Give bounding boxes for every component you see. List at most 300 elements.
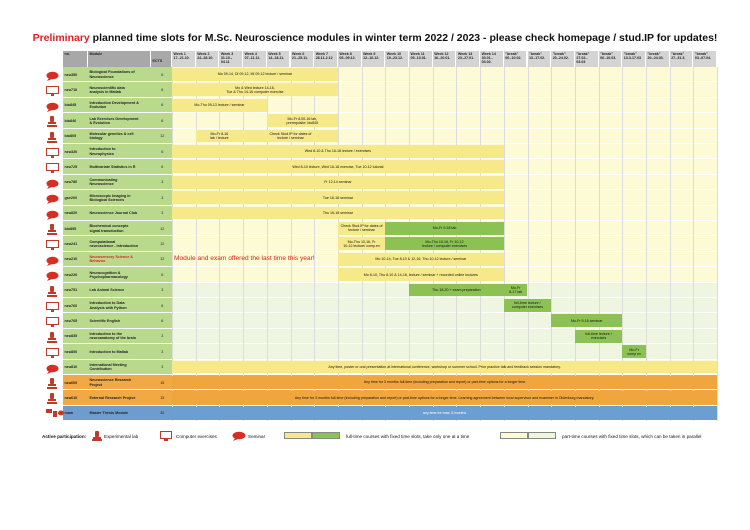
row-ects: 3 bbox=[151, 329, 172, 344]
text-line: "break" bbox=[694, 52, 708, 56]
text-line: Week 12 bbox=[434, 52, 449, 56]
text-line: Week 7 bbox=[315, 52, 329, 56]
header-week bbox=[314, 51, 338, 67]
text-line: Week 10 bbox=[386, 52, 402, 56]
module-name-text bbox=[90, 319, 121, 323]
module-name-text bbox=[90, 147, 116, 156]
row-ects: 30 bbox=[151, 406, 172, 421]
text-line: Tue 16-18 seminar bbox=[322, 195, 353, 200]
text-line: Week 5 bbox=[268, 52, 281, 56]
schedule-bar bbox=[338, 237, 385, 250]
row-module-name bbox=[88, 82, 151, 97]
bar-label bbox=[292, 165, 383, 169]
row-no: neu760 bbox=[63, 298, 88, 313]
row-module-name bbox=[88, 344, 151, 359]
text-line: Week 13 bbox=[457, 52, 473, 56]
text-line: 12.-16.12. bbox=[363, 56, 380, 61]
text-line: & Evolution bbox=[89, 120, 110, 125]
row-no: neu600 bbox=[63, 375, 88, 390]
text-line: Mo-Thu 10-16, Fr bbox=[347, 239, 376, 244]
text-line: Project bbox=[89, 382, 103, 387]
bar-label bbox=[226, 86, 283, 94]
row-ects: 12 bbox=[151, 252, 172, 267]
text-line: Mo & Wed lecture 14-16, bbox=[235, 85, 275, 90]
text-line: Neurophysics bbox=[89, 151, 114, 156]
header-week bbox=[622, 51, 646, 67]
bar-label bbox=[324, 180, 351, 184]
row-module-name bbox=[88, 221, 151, 236]
text-line: Lab Animal Science bbox=[89, 288, 125, 293]
schedule-bar bbox=[338, 253, 504, 266]
text-line: 14.-18.11. bbox=[268, 56, 285, 61]
page-title bbox=[0, 32, 750, 44]
text-line: lecture / computer exercises bbox=[422, 243, 468, 248]
all-formats-icon bbox=[46, 408, 64, 426]
legend-parttime-green-swatch bbox=[528, 432, 556, 439]
row-no: neu241 bbox=[63, 236, 88, 251]
row-no: bio846 bbox=[63, 113, 88, 128]
text-line: Any time for 3 months full-time (including preparation and report) or part-time options for a longer time bbox=[363, 380, 526, 385]
legend-fulltime-label: full-time courses with fixed time slots, take only one at a time bbox=[346, 434, 470, 439]
text-line: Fr 12-14 seminar bbox=[324, 180, 352, 185]
text-line: Computational bbox=[89, 239, 116, 244]
module-name-text bbox=[90, 240, 139, 249]
bar-label bbox=[627, 348, 641, 356]
week-gridline bbox=[717, 67, 718, 421]
text-line: Introduction Development & bbox=[89, 101, 139, 106]
module-name-text bbox=[90, 178, 118, 187]
row-module-name bbox=[88, 313, 151, 328]
module-name-text bbox=[90, 363, 127, 372]
text-line: Introduction to Matlab bbox=[89, 349, 129, 354]
text-line: Mo-Fr 8-16 bbox=[210, 131, 229, 136]
text-line: Week 14 bbox=[481, 52, 496, 56]
text-line: any time for max. 6 months bbox=[422, 411, 467, 416]
module-name-text bbox=[90, 255, 133, 264]
row-ects: 6 bbox=[151, 82, 172, 97]
header-week bbox=[196, 51, 220, 67]
schedule-bar bbox=[196, 130, 243, 143]
text-line: Neuroscience Journal Club bbox=[89, 211, 138, 216]
module-name-text bbox=[90, 378, 132, 387]
text-line: Analysis with Python bbox=[89, 305, 127, 310]
module-name-text bbox=[90, 301, 127, 310]
text-line: Molecular genetics & cell bbox=[89, 132, 134, 137]
legend-parttime-label: part-time courses with fixed time slots, which can be taken in parallel bbox=[562, 434, 702, 439]
text-line: Neurocognition & bbox=[89, 270, 121, 275]
module-name-text bbox=[90, 211, 138, 215]
module-name-text bbox=[90, 396, 136, 400]
row-module-name bbox=[88, 159, 151, 174]
text-line: "break" bbox=[623, 52, 637, 56]
legend-fulltime-yellow-swatch bbox=[284, 432, 312, 439]
row-ects: 3 bbox=[151, 175, 172, 190]
row-no: neu320 bbox=[63, 144, 88, 159]
text-line: Mo 10-14, Tue 8-10 & 12-16, Thu 10-12 lecture / seminar bbox=[375, 257, 467, 262]
text-line: Tue & Thu 14-16 computer exercise bbox=[226, 89, 284, 94]
header-week bbox=[646, 51, 670, 67]
module-name-text bbox=[90, 194, 131, 203]
bar-label bbox=[218, 72, 292, 76]
schedule-bar bbox=[172, 83, 338, 96]
row-no: neu710 bbox=[63, 82, 88, 97]
text-line: lecture / seminar bbox=[348, 228, 375, 233]
text-line: Mo-Thu 10-16, Fr 10-12 bbox=[425, 239, 464, 244]
bar-label bbox=[423, 411, 466, 415]
text-line: Evolution bbox=[89, 105, 107, 110]
header-week bbox=[362, 51, 386, 67]
module-name-text bbox=[90, 411, 129, 415]
schedule-bar bbox=[172, 99, 267, 112]
text-line: Thu 16-18 seminar bbox=[322, 210, 353, 215]
header-ects: ECTS bbox=[151, 51, 172, 67]
text-line: Scientific English bbox=[89, 318, 121, 323]
text-line: Week 9 bbox=[363, 52, 376, 56]
text-line: 05.-09.12. bbox=[339, 56, 356, 61]
bar-label bbox=[375, 257, 466, 261]
schedule-bar bbox=[172, 376, 717, 389]
text-line: 09.-13.01. bbox=[410, 56, 427, 61]
module-name-text bbox=[90, 288, 125, 292]
lab-icon bbox=[92, 431, 102, 442]
text-line: Introduction to bbox=[89, 147, 116, 152]
schedule-bar bbox=[172, 391, 717, 404]
bar-label bbox=[571, 319, 603, 323]
schedule-bar bbox=[172, 176, 504, 189]
schedule-bar bbox=[172, 68, 338, 81]
header-week bbox=[693, 51, 717, 67]
text-line: Thu 18-20 + exam preparation bbox=[432, 287, 481, 292]
row-no: neu810 bbox=[63, 360, 88, 375]
legend bbox=[42, 430, 732, 444]
text-line: 13.-17.02. bbox=[529, 56, 546, 61]
text-line: 06.-10.02. bbox=[505, 56, 522, 61]
text-line: Any time, poster or oral presentation at international conference, workshop or summer school. Prior practice talk and feedback session mandatory. bbox=[328, 364, 561, 369]
header-week bbox=[291, 51, 315, 67]
bar-label bbox=[323, 211, 353, 215]
text-line: computer exercises bbox=[511, 305, 544, 310]
text-line: Mo-Fr 9-18 lab bbox=[432, 226, 457, 231]
text-line: Neuroscientific data bbox=[89, 85, 125, 90]
row-no: neu210 bbox=[63, 252, 88, 267]
text-line: Psychopharmacology bbox=[89, 274, 128, 279]
header-week bbox=[670, 51, 694, 67]
text-line: Mo-Fr 9-16 seminar bbox=[570, 318, 603, 323]
text-line: 03.03 bbox=[576, 60, 586, 65]
text-line: Mo-Thu 09-13 lecture / seminar bbox=[194, 103, 245, 108]
text-line: neuroscience - Introduction bbox=[89, 244, 139, 249]
row-module-name bbox=[88, 144, 151, 159]
schedule-bar bbox=[243, 130, 338, 143]
row-ects: 6 bbox=[151, 67, 172, 82]
row-ects: 6 bbox=[151, 113, 172, 128]
row-no: bio805 bbox=[63, 129, 88, 144]
row-module-name bbox=[88, 98, 151, 113]
text-line: Master Thesis Module bbox=[89, 411, 129, 416]
row-module-name bbox=[88, 190, 151, 205]
row-no: neu220 bbox=[63, 267, 88, 282]
row-ects: 6 bbox=[151, 267, 172, 282]
schedule-bar bbox=[575, 330, 622, 343]
row-ects: 6 bbox=[151, 144, 172, 159]
computer-icon bbox=[160, 431, 172, 442]
row-ects: 15 bbox=[151, 390, 172, 405]
text-line: Neuroscience bbox=[89, 182, 114, 187]
row-module-name bbox=[88, 113, 151, 128]
bar-label bbox=[305, 149, 371, 153]
header-week bbox=[172, 51, 196, 67]
text-line: "break" bbox=[529, 52, 542, 56]
row-separator bbox=[63, 420, 717, 421]
text-line: analysis in Matlab bbox=[89, 90, 122, 95]
header-week bbox=[575, 51, 599, 67]
schedule-bar bbox=[172, 160, 504, 173]
module-name-text bbox=[90, 224, 129, 233]
text-line: 07.-11.11. bbox=[244, 56, 261, 61]
row-ects: 6 bbox=[151, 298, 172, 313]
row-ects: 6 bbox=[151, 98, 172, 113]
text-line: 8-17 lab bbox=[509, 290, 523, 295]
header-week bbox=[338, 51, 362, 67]
row-ects: 3 bbox=[151, 190, 172, 205]
text-line: 19.-23.12. bbox=[386, 56, 403, 61]
row-module-name bbox=[88, 67, 151, 82]
schedule-bar bbox=[172, 145, 504, 158]
text-line: External Research Project bbox=[89, 395, 136, 400]
row-no: neu765 bbox=[63, 313, 88, 328]
text-line: signal transduction bbox=[89, 228, 124, 233]
schedule-bar bbox=[338, 222, 385, 235]
text-line: 28.11-2.12 bbox=[315, 56, 333, 61]
legend-fulltime-green-swatch bbox=[312, 432, 340, 439]
text-line: 20.-24.03. bbox=[647, 56, 664, 61]
bar-label bbox=[512, 301, 543, 309]
row-ects: 15 bbox=[151, 375, 172, 390]
legend-seminar-label: Seminar bbox=[248, 434, 266, 439]
text-line: 13.3-17.03 bbox=[623, 56, 641, 61]
schedule-bar bbox=[338, 268, 504, 281]
header-week bbox=[504, 51, 528, 67]
schedule-bar bbox=[267, 114, 338, 127]
module-name-text bbox=[90, 332, 137, 341]
text-line: neuroanatomy of the brain bbox=[89, 336, 137, 341]
bar-label bbox=[422, 240, 467, 248]
text-line: 06.-10.03. bbox=[600, 56, 617, 61]
schedule-bar bbox=[504, 284, 528, 297]
text-line: biology bbox=[89, 136, 103, 141]
row-module-name bbox=[88, 267, 151, 282]
text-line: Behavior bbox=[89, 259, 106, 264]
row-no: neu610 bbox=[63, 390, 88, 405]
header-week bbox=[385, 51, 409, 67]
text-line: Week 2 bbox=[197, 52, 210, 56]
header-week bbox=[528, 51, 552, 67]
schedule-bar bbox=[172, 361, 717, 374]
module-name-text bbox=[90, 165, 136, 169]
text-line: 03.-07.04. bbox=[694, 56, 712, 61]
text-line: Mo 09-14, Di 09-12, Mi 09-12 lecture / seminar bbox=[217, 72, 293, 77]
row-ects: 3 bbox=[151, 344, 172, 359]
text-line: "break" bbox=[647, 52, 661, 56]
bar-label bbox=[364, 380, 526, 384]
bar-label bbox=[341, 224, 383, 232]
module-name-text bbox=[90, 101, 139, 110]
row-no: neu820 bbox=[63, 206, 88, 221]
row-module-name bbox=[88, 298, 151, 313]
row-no: bio845 bbox=[63, 98, 88, 113]
text-line: 23.-27.01. bbox=[457, 56, 475, 61]
schedule-bar bbox=[504, 299, 551, 312]
text-line: Biological Sciences bbox=[89, 197, 125, 202]
title-prefix: Preliminary bbox=[32, 32, 90, 44]
schedule-bar bbox=[409, 284, 504, 297]
text-line: Week 11 bbox=[410, 52, 425, 56]
row-ects: 3 bbox=[151, 283, 172, 298]
row-module-name bbox=[88, 390, 151, 405]
text-line: Wed 8-10 lecture, Wed 16-18 exercise, Tue 10-12 tutorial bbox=[292, 164, 384, 169]
text-line: 03.02. bbox=[481, 60, 492, 65]
text-line: International Meeting bbox=[89, 363, 127, 368]
text-line: Mo-Fr 8.00-16 lab, bbox=[287, 116, 318, 121]
text-line: 20.-24.02. bbox=[552, 56, 569, 61]
text-line: 21.-25.11. bbox=[292, 56, 308, 61]
schedule-bar bbox=[172, 191, 504, 204]
legend-lab-label: Experimental lab bbox=[104, 434, 139, 439]
row-ects: 3 bbox=[151, 206, 172, 221]
bar-label bbox=[210, 132, 229, 140]
bar-label bbox=[328, 365, 560, 369]
bar-label bbox=[364, 273, 478, 277]
text-line: 04.11 bbox=[220, 60, 230, 65]
text-line: "break" bbox=[600, 52, 614, 56]
module-name-text bbox=[90, 86, 125, 95]
text-line: Neuroscience Research bbox=[89, 378, 132, 383]
text-line: 16.-20.01. bbox=[434, 56, 451, 61]
bar-label bbox=[343, 240, 380, 248]
row-no: neu800 bbox=[63, 344, 88, 359]
bar-label bbox=[509, 286, 522, 294]
text-line: comp ex bbox=[627, 351, 641, 356]
header-week bbox=[599, 51, 623, 67]
schedule-bar bbox=[622, 345, 646, 358]
text-line: Wed 8-10 & Thu 16-18 lecture / exercises bbox=[304, 149, 371, 154]
row-no: neu780 bbox=[63, 175, 88, 190]
row-module-name bbox=[88, 236, 151, 251]
text-line: Neurosensory Science & bbox=[89, 255, 133, 260]
module-name-text bbox=[90, 350, 129, 354]
text-line: Multivariate Statistics in R bbox=[89, 164, 136, 169]
header-week bbox=[456, 51, 480, 67]
text-line: Any time for 3 months full-time (including preparation and report) or part-time options for a longer time. Learning agreement between local supervisor and examiner in Oldenburg mandatory. bbox=[294, 395, 595, 400]
bar-label bbox=[432, 288, 480, 292]
header-module: Module bbox=[88, 51, 151, 67]
text-line: "break" bbox=[505, 52, 519, 56]
row-no: neu725 bbox=[63, 159, 88, 174]
bar-label bbox=[270, 132, 312, 140]
text-line: lab / lecture bbox=[210, 136, 229, 141]
text-line: Week 1 bbox=[173, 52, 186, 56]
text-line: "break" bbox=[552, 52, 566, 56]
module-name-text bbox=[90, 70, 135, 79]
text-line: Contribution bbox=[89, 367, 112, 372]
text-line: Mo-Fr bbox=[510, 285, 521, 290]
header-week bbox=[267, 51, 291, 67]
row-background bbox=[172, 298, 717, 313]
schedule-bar bbox=[385, 222, 504, 235]
row-no: gse200 bbox=[63, 190, 88, 205]
text-line: "break" bbox=[671, 52, 685, 56]
bar-label bbox=[323, 196, 353, 200]
bar-label bbox=[295, 396, 594, 400]
text-line: Biological Foundations of bbox=[89, 70, 135, 75]
title-rest: planned time slots for M.Sc. Neuroscience modules in winter term 2022 / 2023 - please check homepage / stud.IP for updates! bbox=[89, 32, 718, 44]
seminar-icon bbox=[232, 431, 246, 441]
row-background bbox=[172, 313, 717, 328]
row-no: neu835 bbox=[63, 329, 88, 344]
text-line: 31.10.- bbox=[220, 56, 233, 61]
row-module-name bbox=[88, 283, 151, 298]
schedule-bar bbox=[385, 237, 504, 250]
row-module-name bbox=[88, 175, 151, 190]
text-line: Mo 8-10, Thu 8-10 & 14-16, lecture / seminar + recorded online lectures bbox=[363, 272, 478, 277]
row-module-name bbox=[88, 329, 151, 344]
red-note: Module and exam offered the last time this year! bbox=[174, 254, 315, 262]
text-line: 24.-28.10. bbox=[197, 56, 214, 61]
row-ects: 12 bbox=[151, 221, 172, 236]
module-name-text bbox=[90, 117, 139, 126]
header-no: no. bbox=[63, 51, 88, 67]
text-line: Lab Exercises Development bbox=[89, 116, 139, 121]
row-ects: 3 bbox=[151, 360, 172, 375]
row-module-name bbox=[88, 406, 151, 421]
row-ects: 12 bbox=[151, 129, 172, 144]
row-module-name bbox=[88, 206, 151, 221]
text-line: Microscopic Imaging in bbox=[89, 193, 131, 198]
text-line: Week 4 bbox=[244, 52, 257, 56]
module-name-text bbox=[90, 132, 134, 141]
schedule-bar bbox=[551, 314, 622, 327]
text-line: 17.-21.10. bbox=[173, 56, 190, 61]
header-week bbox=[243, 51, 267, 67]
header-week bbox=[219, 51, 243, 67]
row-background bbox=[172, 329, 717, 344]
schedule-bar bbox=[172, 207, 504, 220]
header-week bbox=[480, 51, 504, 67]
header-week bbox=[409, 51, 433, 67]
row-ects: 12 bbox=[151, 236, 172, 251]
header-week bbox=[551, 51, 575, 67]
bar-label bbox=[433, 226, 457, 230]
row-module-name bbox=[88, 375, 151, 390]
schedule-bar bbox=[172, 407, 717, 420]
legend-computer-label: Computer exercises bbox=[176, 434, 217, 439]
text-line: 27.02.- bbox=[576, 56, 588, 61]
text-line: full-time lecture / bbox=[514, 301, 541, 306]
text-line: Biochemical concepts bbox=[89, 224, 129, 229]
text-line: Check Stud.IP for dates of bbox=[269, 131, 312, 136]
module-name-text bbox=[90, 271, 128, 280]
legend-parttime-yellow-swatch bbox=[500, 432, 528, 439]
row-no: bio895 bbox=[63, 221, 88, 236]
text-line: lecture / seminar bbox=[277, 136, 304, 141]
row-no: neu350 bbox=[63, 67, 88, 82]
text-line: Neuroscience bbox=[89, 74, 114, 79]
row-no: mam bbox=[63, 406, 88, 421]
text-line: Introduction to Data bbox=[89, 301, 125, 306]
text-line: full-time lecture / bbox=[585, 332, 612, 337]
text-line: Week 3 bbox=[220, 52, 234, 56]
row-module-name bbox=[88, 360, 151, 375]
